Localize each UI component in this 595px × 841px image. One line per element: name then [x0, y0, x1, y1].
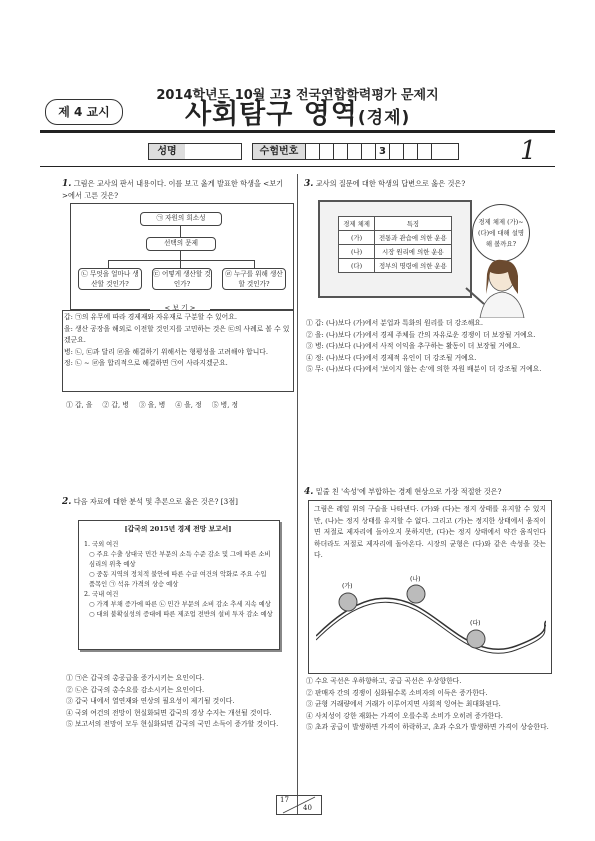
q4-text: 밑줄 친 '속성'에 부합하는 경제 현상으로 가장 적절한 것은?: [315, 487, 502, 496]
q1-node-middle: 선택의 문제: [146, 237, 216, 251]
subject-name: 사회탐구 영역: [185, 99, 358, 130]
q1-connector: [108, 260, 254, 261]
q2-option[interactable]: ④ 국외 여건의 전망이 현실화되면 갑국의 경상 수지는 개선될 것이다.: [66, 708, 272, 717]
q2-option[interactable]: ⑤ 보고서의 전망이 모두 현실화되면 갑국의 국민 소득이 증가할 것이다.: [66, 720, 279, 728]
ball-label: (다): [470, 620, 481, 627]
q4-option[interactable]: ① 수요 곡선은 우하향하고, 공급 곡선은 우상향한다.: [306, 677, 462, 685]
q1-option[interactable]: ④ 을, 정: [175, 401, 202, 409]
name-label: 성명: [149, 144, 185, 159]
q2-report-line: ○ 가계 부채 증가에 따른 ㉡ 민간 부문의 소비 감소 추세 지속 예상: [89, 601, 271, 608]
q1-bogi-title: < 보 기 >: [150, 303, 210, 315]
q1-option[interactable]: ③ 을, 병: [138, 401, 166, 409]
q1-connector: [180, 225, 181, 237]
q3-option[interactable]: ⑤ 무: (나)보다 (다)에서 '보이지 않는 손'에 의한 자원 배분이 더 강조될 거예요.: [306, 365, 542, 373]
q1-bogi-item: 갑: ㉠의 유무에 따라 경제재와 자유재로 구분할 수 있어요.: [64, 313, 237, 321]
ball-label: (나): [410, 576, 421, 583]
header-rule: [40, 130, 555, 133]
q1-node-right: ㉣ 누구를 위해 생산할 것인가?: [222, 268, 286, 290]
q1-options: [66, 400, 292, 412]
id-field: [252, 143, 459, 160]
id-cell: [431, 144, 445, 159]
id-label: 수험번호: [253, 144, 305, 159]
q3-table-cell: (다): [339, 259, 375, 273]
q3-table-cell: (가): [339, 231, 375, 245]
q2-report-line: 2. 국내 여건: [84, 591, 119, 598]
q3-option[interactable]: ① 갑: (나)보다 (가)에서 분업과 특화의 원리를 더 강조해요.: [306, 319, 484, 327]
q2-report-title: [갑국의 2015년 경제 전망 보고서]: [124, 525, 232, 533]
q1-prompt: [62, 178, 288, 202]
q1-option[interactable]: ① 갑, 을: [66, 401, 93, 409]
id-cell: [403, 144, 417, 159]
exam-title: 2014학년도 10월 고3 전국연합학력평가 문제지: [156, 88, 439, 103]
header-bottom-rule: [40, 166, 555, 167]
q2-report-line: ○ 중동 지역의 정치적 불안에 따른 수급 여건의 악화로 주요 수입 품목인 ㉠ 석유 가격의 상승 예상: [89, 571, 267, 588]
q2-report-line: 1. 국외 여건: [84, 541, 119, 548]
q4-prompt: [304, 486, 554, 498]
period-badge: 제 4 교시: [45, 99, 123, 125]
id-cell: [333, 144, 347, 159]
page-total: 40: [303, 804, 312, 812]
q3-table-header: 경제 체제: [339, 217, 375, 231]
q3-table-cell: 정부의 명령에 의한 운용: [374, 259, 451, 273]
q4-option[interactable]: ④ 사치성이 강한 재화는 가격이 오를수록 소비가 오히려 증가한다.: [306, 711, 503, 720]
q1-number: 1.: [62, 179, 72, 189]
q2-option[interactable]: ② ㉡은 갑국의 총수요를 감소시키는 요인이다.: [66, 685, 205, 694]
q2-option[interactable]: ③ 갑국 내에서 열연재와 연상의 필요성이 제기될 것이다.: [66, 697, 235, 705]
q1-option[interactable]: ⑤ 병, 정: [211, 401, 239, 409]
q4-option[interactable]: ⑤ 초과 공급이 발생하면 가격이 하락하고, 초과 수요가 발생하면 가격이 상승한다.: [306, 723, 549, 731]
q2-option[interactable]: ① ㉠은 갑국의 총공급을 증가시키는 요인이다.: [66, 674, 205, 682]
ball-label: (가): [342, 583, 353, 590]
page-counter: [276, 795, 322, 815]
q3-option[interactable]: ③ 병: (다)보다 (나)에서 사적 이익을 추구하는 활동이 더 보장될 거예요.: [306, 342, 521, 350]
q2-prompt: [62, 496, 288, 508]
q1-connector: [180, 260, 181, 268]
q3-table-header: 특징: [374, 217, 451, 231]
id-cell: [389, 144, 403, 159]
q1-node-center: ㉢ 어떻게 생산할 것인가?: [153, 270, 211, 288]
column-divider: [297, 174, 298, 814]
q4-rail-diagram: [316, 566, 546, 666]
subject-title: [185, 92, 410, 131]
id-cell: [417, 144, 431, 159]
page-current: 17: [280, 796, 289, 804]
q1-node-top: ㉠ 자원의 희소성: [140, 212, 222, 226]
subject-sub: (경제): [357, 108, 411, 128]
q1-bogi-item: 병: ㉡, ㉢과 달리 ㉣을 해결하기 위해서는 형평성을 고려해야 합니다.: [64, 347, 269, 356]
q4-number: 4.: [304, 487, 314, 497]
q3-number: 3.: [304, 179, 314, 189]
q3-table: [338, 216, 452, 273]
q3-board: [318, 200, 472, 298]
q3-option[interactable]: ④ 정: (나)보다 (다)에서 경제적 유인이 더 강조될 거예요.: [306, 353, 477, 362]
id-cell: [319, 144, 333, 159]
q2-options: [66, 673, 292, 731]
id-cell: [347, 144, 361, 159]
page-number: 1: [520, 136, 537, 166]
q1-bogi-item: 을: 생산 공장을 해외로 이전할 것인지를 고민하는 것은 ㉢의 사례로 볼 수 있겠군요.: [64, 324, 290, 344]
id-cell-digit: 3: [375, 144, 389, 159]
q1-text: 그림은 교사의 판서 내용이다. 이를 보고 옳게 발표한 학생을 <보기>에서 고른 것은?: [62, 179, 284, 200]
q1-node-left: ㉡ 무엇을 얼마나 생산할 것인가?: [78, 268, 142, 290]
q1-connector: [108, 260, 109, 268]
q3-table-cell: (나): [339, 245, 375, 259]
q1-bogi-item: 정: ㉡ ~ ㉣을 합리적으로 해결하면 ㉠이 사라지겠군요.: [64, 359, 228, 367]
q1-connector: [254, 260, 255, 268]
q3-speech-bubble: 경제 체제 (가)~(다)에 대해 설명해 볼까요?: [472, 204, 530, 262]
q3-text: 교사의 질문에 대한 학생의 답변으로 옳은 것은?: [315, 179, 466, 188]
q3-options: [306, 318, 554, 376]
q2-text: 다음 자료에 대한 분석 및 추론으로 옳은 것은? [3점]: [73, 497, 238, 506]
q3-table-cell: 전통과 관습에 의한 운용: [374, 231, 451, 245]
name-field: [148, 143, 242, 160]
q1-connector: [180, 250, 181, 260]
id-cell: [361, 144, 375, 159]
id-cell: [305, 144, 319, 159]
q1-bogi-list: [64, 312, 290, 370]
q2-number: 2.: [62, 497, 72, 507]
q3-option[interactable]: ② 을: (나)보다 (가)에서 경제 주체들 간의 자유로운 경쟁이 더 보장될 거예요.: [306, 330, 536, 339]
q3-table-cell: 시장 원리에 의한 운용: [374, 245, 451, 259]
teacher-illustration: [462, 258, 542, 318]
q4-option[interactable]: ③ 균형 거래량에서 거래가 이루어지면 사회적 잉여는 최대화된다.: [306, 700, 501, 708]
q3-prompt: [304, 178, 554, 190]
q4-options: [306, 676, 554, 734]
q2-report-line: ○ 대외 불확실성의 증대에 따른 제조업 전반의 설비 투자 감소 예상: [89, 611, 273, 618]
q1-option[interactable]: ② 갑, 병: [102, 401, 129, 409]
q4-option[interactable]: ② 판매자 간의 경쟁이 심화될수록 소비자의 이득은 증가한다.: [306, 688, 488, 697]
q4-passage: 그림은 레일 위의 구슬을 나타낸다. (가)와 (다)는 정지 상태를 유지할 수 있지만, (나)는 정지 상태를 유지할 수 없다. 그리고 (가)는 정지한 상태에서 움직이면 저절로 제자리에 돌아오지 못하지만, (다)는 정지 상태에서 약간 움직인다 하더라도 저절로 제자리에 돌아온다. 시장의 균형은 (다)와 같은 속성을 갖는다.: [314, 505, 546, 559]
q2-report-line: ○ 주요 수출 상대국 민간 부문의 소득 수준 감소 및 그에 따른 소비 심리의 위축 예상: [89, 551, 271, 568]
q2-report-body: [84, 540, 274, 620]
